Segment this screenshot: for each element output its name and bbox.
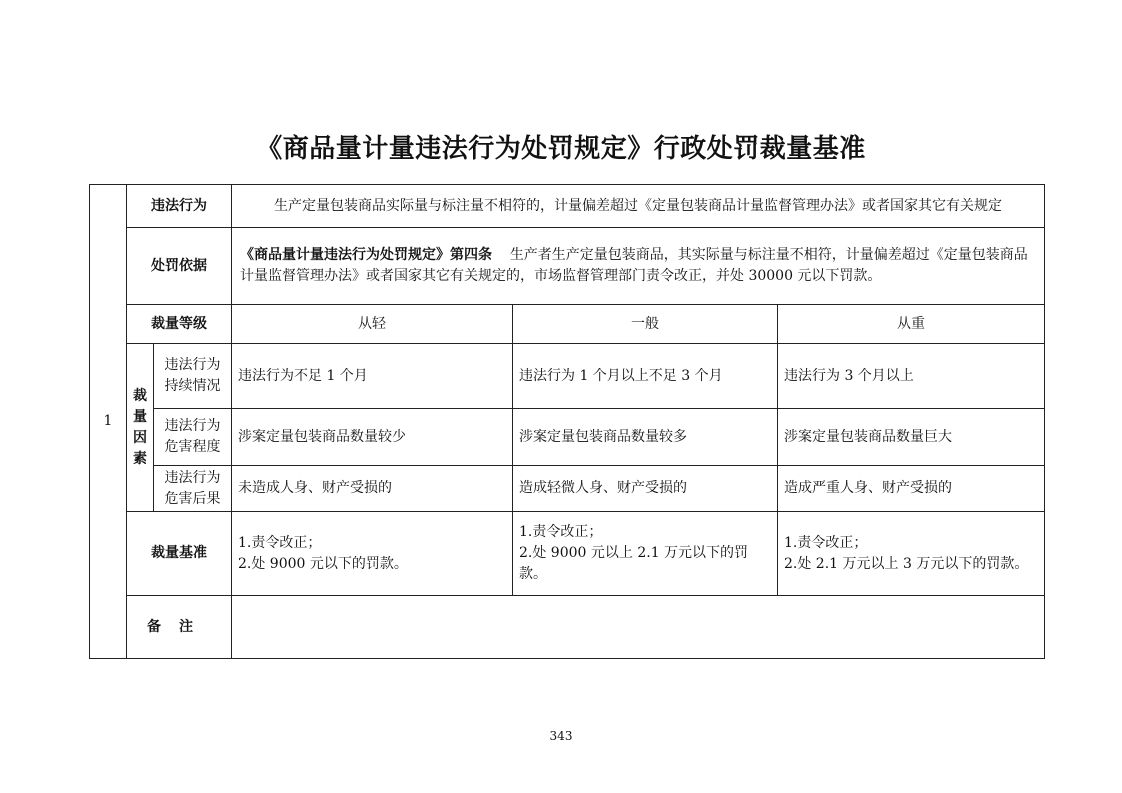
- factor-value: 涉案定量包装商品数量较少: [232, 409, 513, 466]
- factor-value: 未造成人身、财产受损的: [232, 466, 513, 512]
- page-title: 《商品量计量违法行为处罚规定》行政处罚裁量基准: [256, 134, 866, 164]
- factors-label-char: 因: [133, 429, 147, 446]
- factor-name-line: 违法行为: [164, 357, 221, 373]
- basis-text: 生产者生产定量包装商品，其实际量与标注量不相符，计量偏差超过《定量包装商品计量监督管理办法》或者国家其它有关规定的，市场监督管理部门责令改正，并处 30000 元以下罚款。: [240, 247, 1028, 284]
- levels-label: 裁量等级: [127, 305, 232, 344]
- factor-value: 违法行为 1 个月以上不足 3 个月: [513, 344, 778, 409]
- remarks-text: [232, 596, 1045, 659]
- standard-general: [513, 512, 778, 596]
- standard-line: 2.处 9000 元以下的罚款。: [238, 555, 408, 572]
- standard-line: 2.处 9000 元以上 2.1 万元以下的罚款。: [519, 545, 749, 582]
- remarks-row: [90, 596, 1045, 659]
- factors-label-char: 量: [133, 408, 147, 425]
- factor-value: 违法行为 3 个月以上: [778, 344, 1045, 409]
- standard-label: 裁量基准: [127, 512, 232, 596]
- factor-name-line: 危害程度: [164, 439, 221, 455]
- standard-lenient: [232, 512, 513, 596]
- level-lenient: 从轻: [232, 305, 513, 344]
- level-general: 一般: [513, 305, 778, 344]
- factors-label-char: 素: [133, 450, 147, 467]
- factor-row-duration: [90, 344, 1045, 409]
- standard-line: 1.责令改正；: [238, 534, 322, 551]
- basis-label: 处罚依据: [127, 228, 232, 305]
- discretion-table: [89, 184, 1045, 659]
- violation-label: 违法行为: [127, 185, 232, 228]
- standard-line: 1.责令改正；: [519, 524, 603, 540]
- factor-value: 涉案定量包装商品数量较多: [513, 409, 778, 466]
- factor-row-harm-degree: [90, 409, 1045, 466]
- factors-label: [127, 344, 154, 512]
- factor-value: 涉案定量包装商品数量巨大: [778, 409, 1045, 466]
- row-number: 1: [90, 185, 127, 659]
- factor-value: 造成轻微人身、财产受损的: [513, 466, 778, 512]
- factor-row-harm-consequence: [90, 466, 1045, 512]
- levels-row: [90, 305, 1045, 344]
- factor-name-line: 违法行为: [164, 418, 221, 434]
- page-number: 343: [549, 729, 573, 743]
- basis-row: [90, 228, 1045, 305]
- level-severe: 从重: [778, 305, 1045, 344]
- remarks-label-text: 备注: [147, 618, 211, 635]
- basis-article-ref: 《商品量计量违法行为处罚规定》第四条: [240, 247, 492, 263]
- factor-name-line: 持续情况: [164, 378, 221, 394]
- factor-value: 造成严重人身、财产受损的: [778, 466, 1045, 512]
- standard-line: 2.处 2.1 万元以上 3 万元以下的罚款。: [784, 555, 1029, 572]
- standard-severe: [778, 512, 1045, 596]
- violation-text: 生产定量包装商品实际量与标注量不相符的，计量偏差超过《定量包装商品计量监督管理办法》或者国家其它有关规定: [232, 185, 1045, 228]
- remarks-label: [127, 596, 232, 659]
- factor-name-line: 危害后果: [164, 490, 221, 507]
- standard-row: [90, 512, 1045, 596]
- standard-line: 1.责令改正；: [784, 534, 868, 551]
- factors-label-char: 裁: [133, 387, 147, 404]
- basis-cell: [232, 228, 1045, 305]
- factor-name-line: 违法行为: [164, 469, 221, 486]
- factor-name: [154, 409, 232, 466]
- factor-value: 违法行为不足 1 个月: [232, 344, 513, 409]
- factor-name: [154, 344, 232, 409]
- violation-row: [90, 185, 1045, 228]
- factor-name: [154, 466, 232, 512]
